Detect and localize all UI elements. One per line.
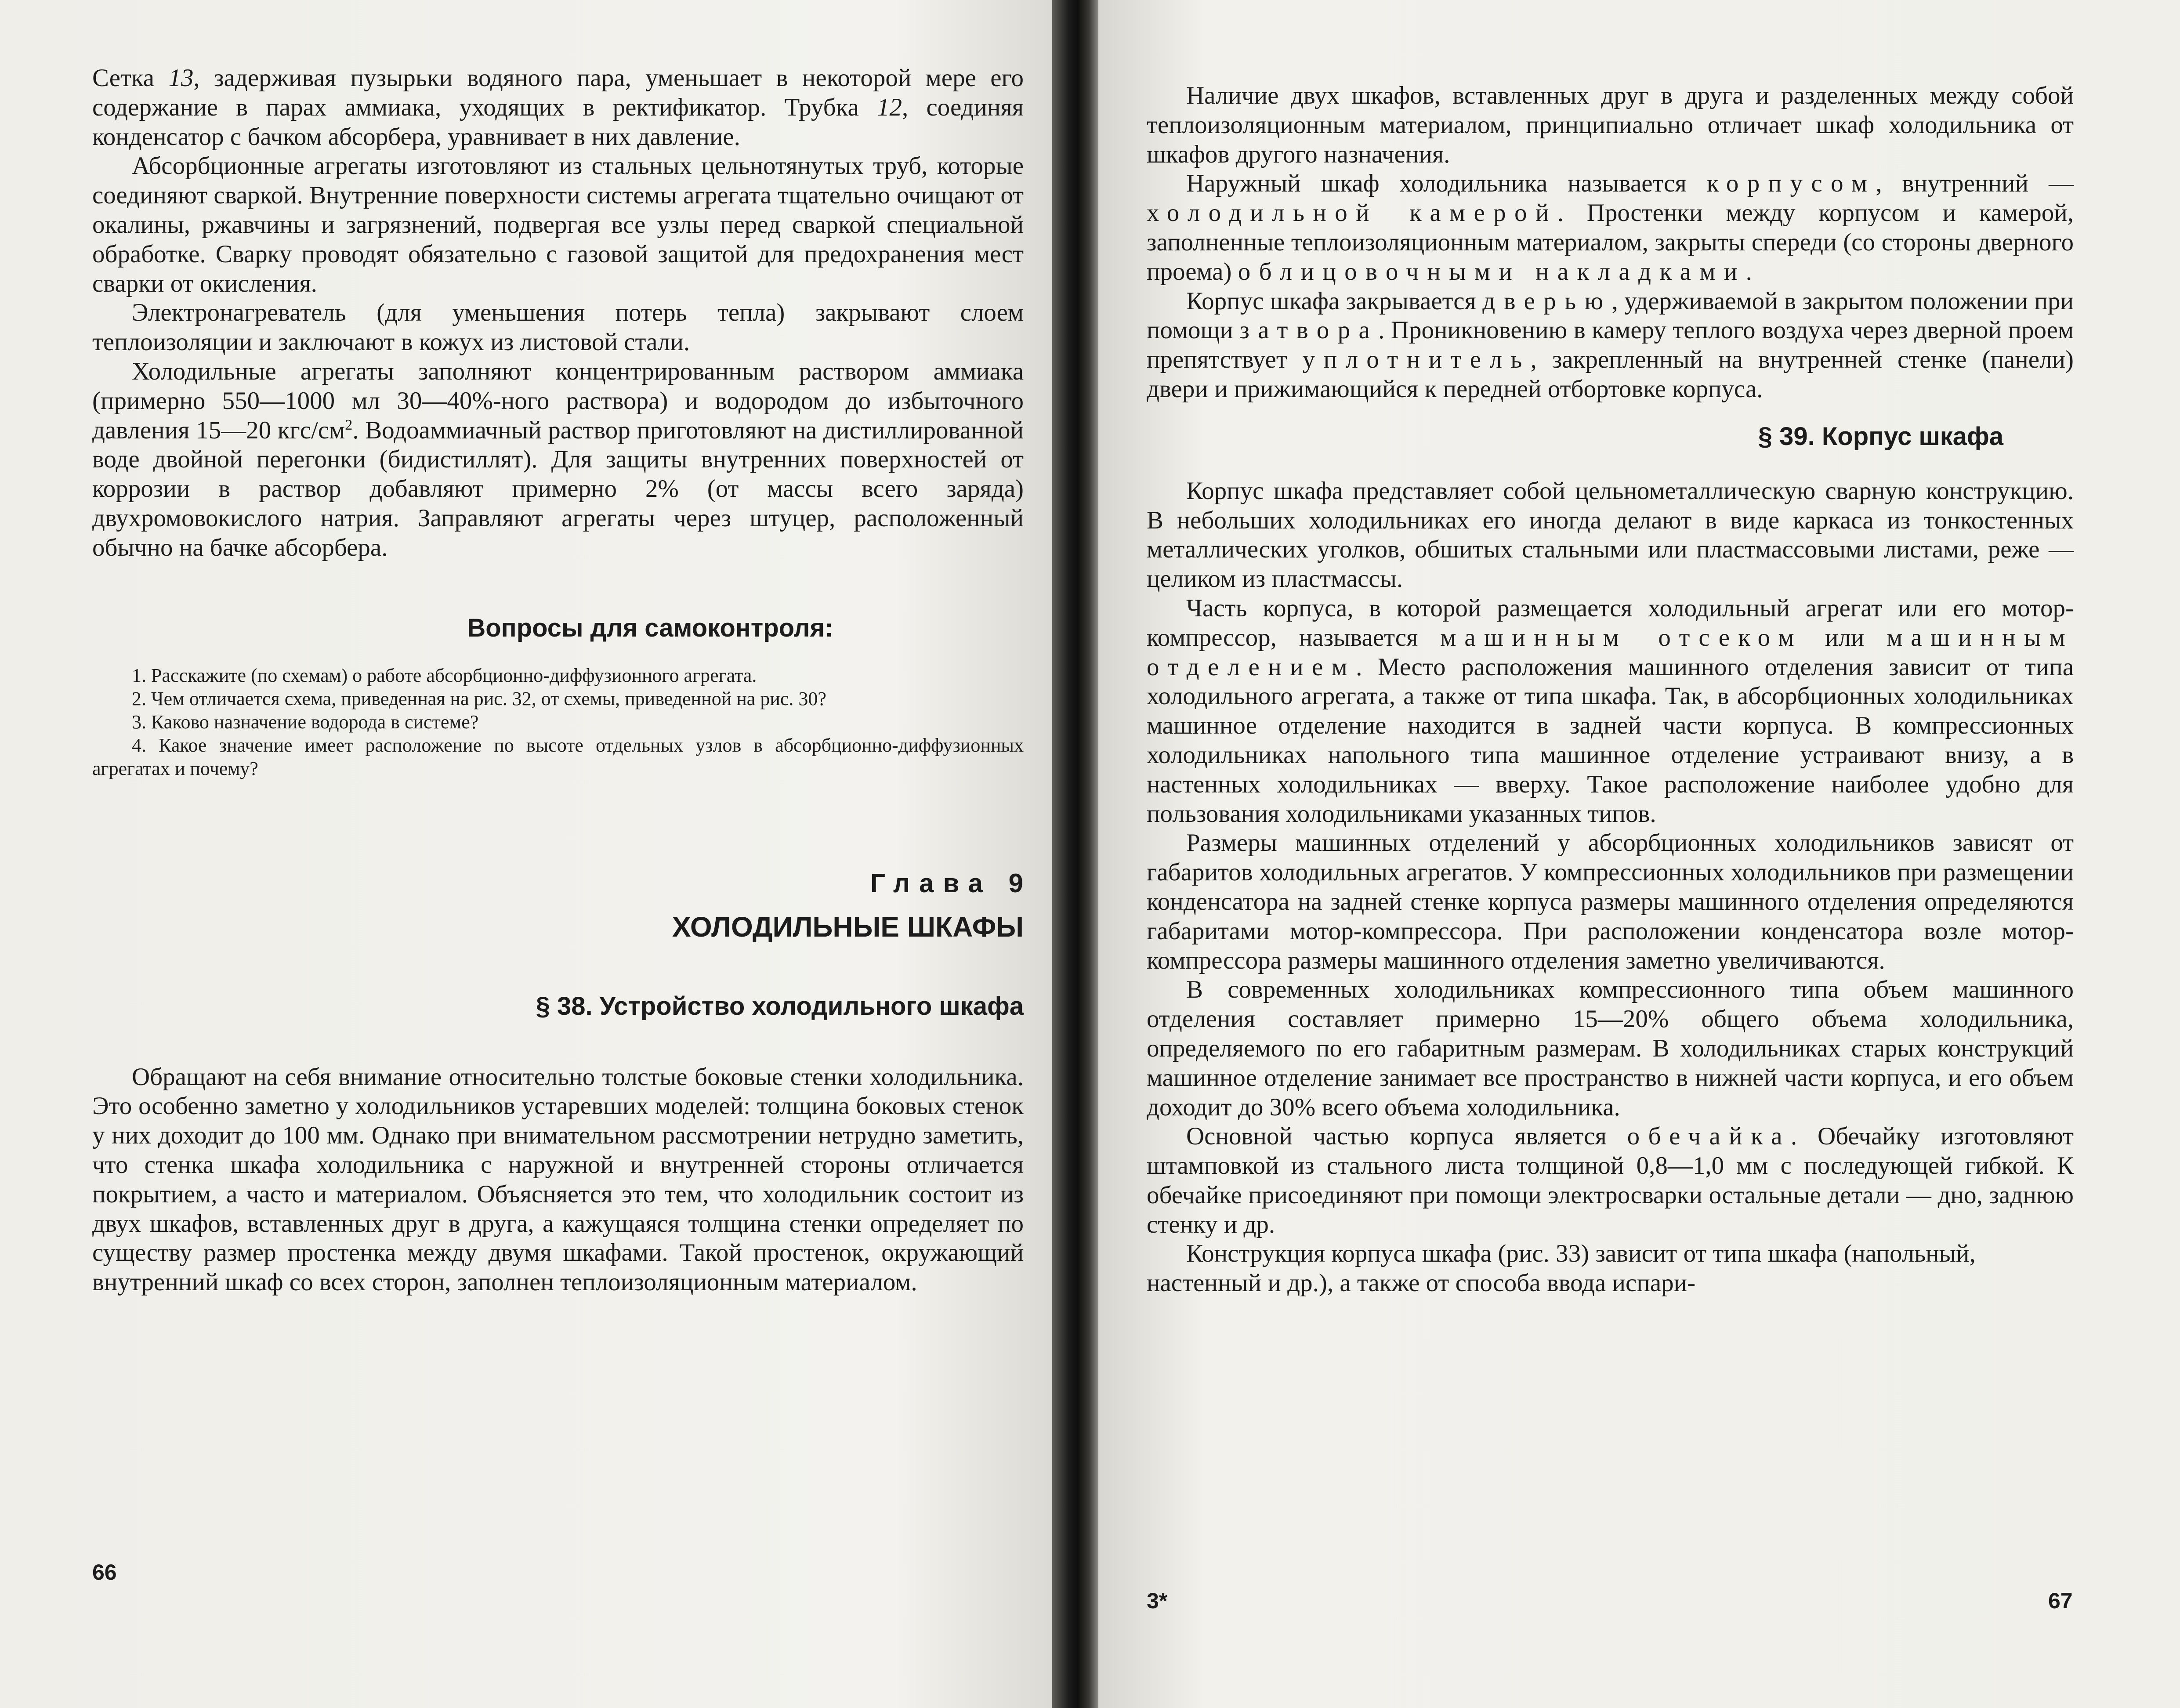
term-door: дверью	[1482, 287, 1612, 315]
left-text-column	[92, 64, 1032, 1297]
section-39-title: § 39. Корпус шкафа	[1758, 422, 2003, 451]
signature-mark: 3*	[1147, 1589, 1168, 1613]
ref-13: 13	[168, 64, 194, 92]
term-shell: обечайка	[1627, 1122, 1791, 1151]
page-number-left: 66	[92, 1560, 117, 1585]
term-facing: облицовочными накладками	[1238, 257, 1746, 286]
left-page	[0, 0, 1052, 1708]
ref-12: 12	[877, 93, 902, 121]
page-number-right: 67	[2048, 1589, 2073, 1613]
right-paragraph-5: Часть корпуса, в которой размещается холодильный агрегат или его мотор-компрессор, называется машинным отсеком или машинным отделением. Место расположения машинного отделения зависит от типа холодильного агрегата, а также от типа шкафа. Так, в абсорбционных холодильниках машинное отделение находится в задней части корпуса. В компрессионных холодильниках напольного типа машинное отделение устраивают внизу, а в настенных холодильниках — вверху. Такое расположение наиболее удобно для пользования холодильниками указанных типов.	[1147, 594, 2074, 828]
term-corpus: корпусом	[1706, 170, 1876, 198]
left-paragraph-2: Абсорбционные агрегаты изготовляют из стальных цельнотянутых труб, которые соединяют сваркой. Внутренние поверхности системы агрегата тщательно очищают от окалины, ржавчины и загрязнений, подвергая все узлы перед сваркой специальной обработке. Сварку проводят обязательно с газовой защитой для предохранения мест сварки от окисления.	[92, 152, 1024, 297]
left-paragraph-1: Сетка 13, задерживая пузырьки водяного пара, уменьшает в некоторой мере его содержание в парах аммиака, уходящих в ректификатор. Трубка 12, соединяя конденсатор с бачком абсорбера, уравнивает в них давление.	[92, 64, 1024, 151]
question-2: 2. Чем отличается схема, приведенная на рис. 32, от схемы, приведенной на рис. 30?	[132, 688, 826, 709]
right-paragraph-4: Корпус шкафа представляет собой цельнометаллическую сварную конструкцию. В небольших холодильниках его иногда делают в виде каркаса из тонкостенных металлических уголков, обшитых стальными или пластмассовыми листами, реже — целиком из пластмассы.	[1147, 477, 2074, 593]
right-paragraph-8: Основной частью корпуса является обечайка. Обечайку изготовляют штамповкой из стального листа толщиной 0,8—1,0 мм с последующей гибкой. К обечайке присоединяют при помощи электросварки остальные детали — дно, заднюю стенку и др.	[1147, 1122, 2074, 1238]
right-paragraph-3: Корпус шкафа закрывается дверью, удерживаемой в закрытом положении при помощи затвора. Проникновению в камеру теплого воздуха через дверной проем препятствует уплотнитель, закрепленный на внутренней стенке (панели) двери и прижимающийся к передней отбортовке корпуса.	[1147, 287, 2074, 403]
chapter-title: ХОЛОДИЛЬНЫЕ ШКАФЫ	[672, 911, 1024, 943]
left-paragraph-4: Холодильные агрегаты заполняют концентрированным раствором аммиака (примерно 550—1000 мл 30—40%-ного раствора) и водородом до избыточного давления 15—20 кгс/$см^2$. Водоаммиачный раствор приготовляют на дистиллированной воде двойной перегонки (бидистиллят). Для защиты внутренних поверхностей от коррозии в раствор добавляют примерно 2% (от массы всего заряда) двухромовокислого натрия. Заправляют агрегаты через штуцер, расположенный обычно на бачке абсорбера.	[92, 357, 1024, 561]
term-machine-section: машинным отделением	[1147, 623, 2074, 681]
term-machine-compartment: машинным отсеком	[1440, 623, 1803, 651]
left-paragraph-3: Электронагреватель (для уменьшения потерь тепла) закрывают слоем теплоизоляции и заключают в кожух из листовой стали.	[92, 299, 1024, 356]
questions-heading: Вопросы для самоконтроля:	[467, 613, 833, 642]
question-4: 4. Какое значение имеет расположение по высоте отдельных узлов в абсорбционно-диффузионных агрегатах и почему?	[92, 734, 1024, 779]
right-paragraph-1: Наличие двух шкафов, вставленных друг в друга и разделенных между собой теплоизоляционным материалом, принципиально отличает шкаф холодильника от шкафов другого назначения.	[1147, 82, 2074, 168]
chapter-label: Глава 9	[870, 868, 1032, 898]
right-paragraph-7: В современных холодильниках компрессионного типа объем машинного отделения составляет примерно 15—20% общего объема холодильника, определяемого по его габаритным размерам. В холодильниках старых конструкций машинное отделение занимает все пространство в нижней части корпуса, и его объем доходит до 30% всего объема холодильника.	[1147, 976, 2074, 1121]
term-seal: уплотнитель	[1302, 346, 1531, 374]
question-1: 1. Расскажите (по схемам) о работе абсорбционно-диффузионного агрегата.	[132, 664, 757, 686]
left-paragraph-5: Обращают на себя внимание относительно толстые боковые стенки холодильника. Это особенно заметно у холодильников устаревших моделей: толщина боковых стенок у них доходит до 100 мм. Однако при внимательном рассмотрении нетрудно заметить, что стенка шкафа холодильника с наружной и внутренней стороны отличается покрытием, а часто и материалом. Объясняется это тем, что холодильник состоит из двух шкафов, вставленных друг в друга, а кажущаяся толщина стенки определяет по существу размер простенка между двумя шкафами. Такой простенок, окружающий внутренний шкаф со всех сторон, заполнен теплоизоляционным материалом.	[92, 1063, 1024, 1296]
right-paragraph-6: Размеры машинных отделений у абсорбционных холодильников зависят от габаритов холодильных агрегатов. У компрессионных холодильников при размещении конденсатора на задней стенке корпуса размеры машинного отделения определяются габаритами мотор-компрессора. При расположении конденсатора возле мотор-компрессора размеры машинного отделения заметно увеличиваются.	[1147, 829, 2074, 974]
right-paragraph-2: Наружный шкаф холодильника называется корпусом, внутренний — холодильной камерой. Простенки между корпусом и камерой, заполненные теплоизоляционным материалом, закрыты спереди (со стороны дверного проема) облицовочными накладками.	[1147, 170, 2074, 286]
section-38-title: § 38. Устройство холодильного шкафа	[536, 992, 1024, 1020]
right-text-column	[1147, 81, 2074, 1298]
right-page	[1098, 0, 2180, 1708]
right-paragraph-9: Конструкция корпуса шкафа (рис. 33) зависит от типа шкафа (напольный, настенный и др.), а также от способа ввода испари-	[1147, 1240, 1976, 1297]
term-latch: затвора	[1239, 316, 1379, 344]
book-spine-gutter	[1052, 0, 1098, 1708]
term-chamber: холодильной камерой	[1147, 199, 1557, 227]
questions-list	[92, 664, 1024, 780]
question-3: 3. Каково назначение водорода в системе?	[132, 711, 479, 733]
